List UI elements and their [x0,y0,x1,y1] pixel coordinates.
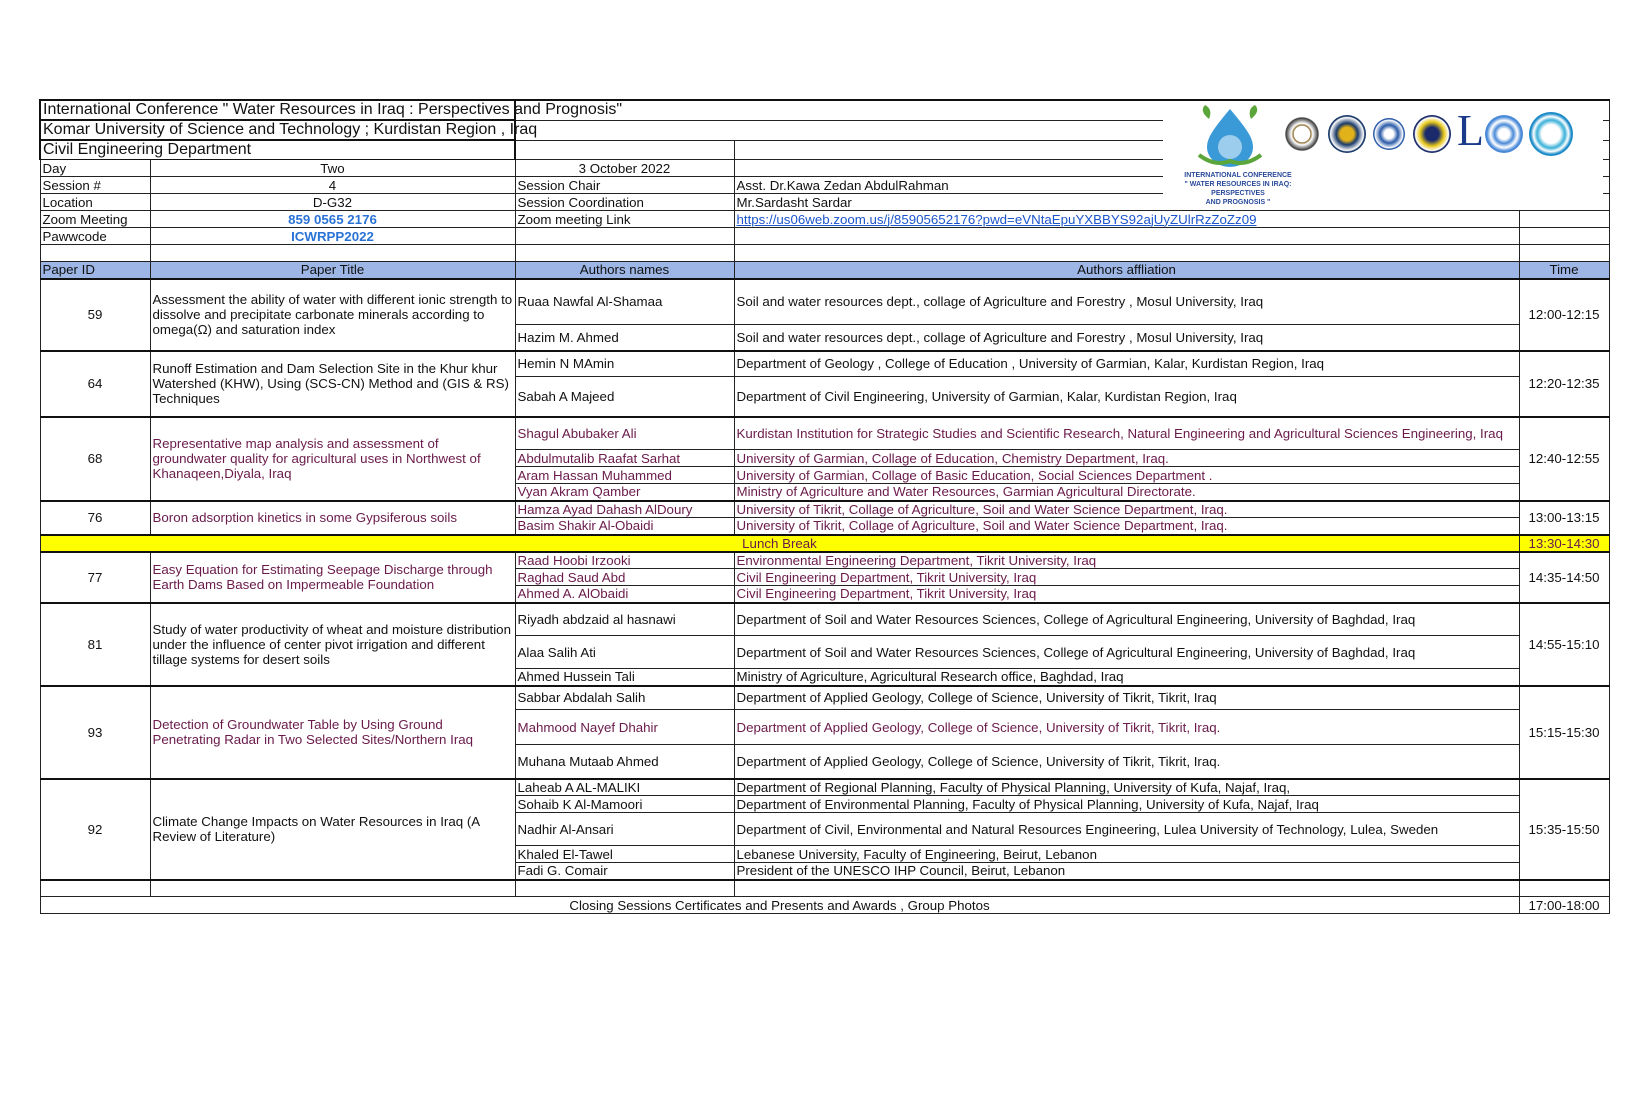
author-affiliation: University of Tikrit, Collage of Agriculture, Soil and Water Science Department, Iraq. [734,518,1519,535]
date-value: 3 October 2022 [515,160,734,177]
conference-logos [1163,101,1603,205]
author-name: Ahmed A. AlObaidi [515,586,734,603]
author-row [40,351,1609,377]
lunch-break-time: 13:30-14:30 [1519,535,1609,552]
author-row [40,779,1609,796]
author-name: Mahmood Nayef Dhahir [515,710,734,745]
day-label: Day [40,160,150,177]
logo-caption-line-3: AND PROGNOSIS " [1205,199,1271,206]
author-affiliation: Department of Civil, Environmental and Natural Resources Engineering, Lulea University of Technology, Lulea, Sweden [734,813,1519,846]
author-affiliation: Department of Applied Geology, College of Science, University of Tikrit, Tikrit, Iraq. [734,710,1519,745]
coordination-value: Mr.Sardasht Sardar [734,194,1609,211]
author-affiliation: Department of Applied Geology, College of Science, University of Tikrit, Tikrit, Iraq. [734,745,1519,779]
paper-time: 15:15-15:30 [1519,686,1609,779]
author-name: Hamza Ayad Dahash AlDoury [515,501,734,518]
author-affiliation: Kurdistan Institution for Strategic Studies and Scientific Research, Natural Engineering and Agricultural Sciences Engineering, Iraq [734,417,1519,450]
conference-title: International Conference " Water Resources in Iraq : Perspectives and Prognosis" [40,100,515,120]
author-affiliation: Department of Geology , College of Education , University of Garmian, Kalar, Kurdistan Region, Iraq [734,351,1519,377]
author-name: Shagul Abubaker Ali [515,417,734,450]
session-value: 4 [150,177,515,194]
paper-title: Assessment the ability of water with different ionic strength to dissolve and precipitate carbonate minerals according to omega(Ω) and saturation index [150,279,515,351]
author-affiliation: Ministry of Agriculture, Agricultural Research office, Baghdad, Iraq [734,669,1519,686]
paper-id: 76 [40,501,150,535]
location-label: Location [40,194,150,211]
author-affiliation: University of Garmian, Collage of Education, Chemistry Department, Iraq. [734,450,1519,467]
author-affiliation: Ministry of Agriculture and Water Resources, Garmian Agricultural Directorate. [734,484,1519,501]
paper-time: 15:35-15:50 [1519,779,1609,880]
author-affiliation: Department of Regional Planning, Faculty of Physical Planning, University of Kufa, Najaf, Iraq, [734,779,1519,796]
author-name: Hemin N MAmin [515,351,734,377]
paper-title: Study of water productivity of wheat and moisture distribution under the influence of center pivot irrigation and different tillage systems for desert soils [150,603,515,686]
author-affiliation: Lebanese University, Faculty of Engineering, Beirut, Lebanon [734,846,1519,863]
zoom-label: Zoom Meeting [40,211,150,228]
university-title: Komar University of Science and Technology ; Kurdistan Region , Iraq [40,120,515,140]
institute-seal-icon [1373,118,1405,150]
paper-time: 12:40-12:55 [1519,417,1609,501]
paper-time: 12:00-12:15 [1519,279,1609,351]
paper-time: 12:20-12:35 [1519,351,1609,417]
coordination-label: Session Coordination [515,194,734,211]
author-name: Raghad Saud Abd [515,569,734,586]
author-name: Alaa Salih Ati [515,636,734,669]
author-affiliation: University of Garmian, Collage of Basic Education, Social Sciences Department . [734,467,1519,484]
passcode-value: ICWRPP2022 [150,228,515,245]
lunch-break-label: Lunch Break [40,535,1519,552]
author-affiliation: Soil and water resources dept., collage of Agriculture and Forestry , Mosul University, Iraq [734,325,1519,351]
location-value: D-G32 [150,194,515,211]
zoom-link[interactable]: https://us06web.zoom.us/j/85905652176?pwd=eVNtaEpuYXBBYS92ajUyZUlrRzZoZz09 [734,211,1519,228]
author-name: Ahmed Hussein Tali [515,669,734,686]
schedule-table [39,99,1610,914]
chair-label: Session Chair [515,177,734,194]
author-name: Basim Shakir Al-Obaidi [515,518,734,535]
col-affiliation: Authors affliation [734,262,1519,279]
paper-title: Runoff Estimation and Dam Selection Site in the Khur khur Watershed (KHW), Using (SCS-CN) Method and (GIS & RS) Techniques [150,351,515,417]
author-affiliation: President of the UNESCO IHP Council, Beirut, Lebanon [734,863,1519,880]
zoom-link-label: Zoom meeting Link [515,211,734,228]
author-name: Nadhir Al-Ansari [515,813,734,846]
university-seal-icon [1283,115,1321,153]
author-name: Sohaib K Al-Mamoori [515,796,734,813]
conference-logo-caption [1163,171,1313,207]
col-paper-id: Paper ID [40,262,150,279]
author-name: Aram Hassan Muhammed [515,467,734,484]
author-row [40,686,1609,710]
paper-time: 13:00-13:15 [1519,501,1609,535]
paper-title: Easy Equation for Estimating Seepage Discharge through Earth Dams Based on Impermeable Foundation [150,552,515,603]
paper-id: 92 [40,779,150,880]
author-name: Riyadh abdzaid al hasnawi [515,603,734,636]
l-logo-icon: L [1457,106,1484,155]
author-affiliation: Department of Soil and Water Resources Sciences, College of Agricultural Engineering, University of Baghdad, Iraq [734,636,1519,669]
passcode-label: Pawwcode [40,228,150,245]
paper-time: 14:55-15:10 [1519,603,1609,686]
author-name: Ruaa Nawfal Al-Shamaa [515,279,734,325]
college-seal-icon [1413,115,1451,153]
author-name: Vyan Akram Qamber [515,484,734,501]
author-affiliation: Soil and water resources dept., collage of Agriculture and Forestry , Mosul University, Iraq [734,279,1519,325]
author-name: Hazim M. Ahmed [515,325,734,351]
author-name: Khaled El-Tawel [515,846,734,863]
author-row [40,603,1609,636]
author-name: Sabbar Abdalah Salih [515,686,734,710]
author-name: Muhana Mutaab Ahmed [515,745,734,779]
paper-title: Climate Change Impacts on Water Resources in Iraq (A Review of Literature) [150,779,515,880]
paper-id: 81 [40,603,150,686]
closing-row [40,897,1609,914]
paper-id: 93 [40,686,150,779]
paper-title: Detection of Groundwater Table by Using Ground Penetrating Radar in Two Selected Sites/Northern Iraq [150,686,515,779]
paper-id: 59 [40,279,150,351]
closing-time: 17:00-18:00 [1519,897,1609,914]
day-value: Two [150,160,515,177]
author-row [40,279,1609,325]
paper-title: Boron adsorption kinetics in some Gypsiferous soils [150,501,515,535]
closing-label: Closing Sessions Certificates and Presents and Awards , Group Photos [40,897,1519,914]
author-name: Sabah A Majeed [515,377,734,417]
author-affiliation: Department of Civil Engineering, University of Garmian, Kalar, Kurdistan Region, Iraq [734,377,1519,417]
author-affiliation: Department of Soil and Water Resources Sciences, College of Agricultural Engineering, University of Baghdad, Iraq [734,603,1519,636]
author-row [40,417,1609,450]
zoom-meeting-id[interactable]: 859 0565 2176 [150,211,515,228]
conference-logo-icon [1185,105,1275,167]
department-title: Civil Engineering Department [40,140,515,160]
col-time: Time [1519,262,1609,279]
author-affiliation: Department of Environmental Planning, Faculty of Physical Planning, University of Kufa, Najaf, Iraq [734,796,1519,813]
session-label: Session # [40,177,150,194]
logo-caption-line-1: INTERNATIONAL CONFERENCE [1184,172,1292,179]
lunch-break-row [40,535,1609,552]
author-affiliation: Department of Applied Geology, College of Science, University of Tikrit, Tikrit, Iraq [734,686,1519,710]
author-row [40,501,1609,518]
paper-time: 14:35-14:50 [1519,552,1609,603]
schedule-sheet [39,99,1608,914]
author-name: Fadi G. Comair [515,863,734,880]
author-name: Raad Hoobi Irzooki [515,552,734,569]
col-paper-title: Paper Title [150,262,515,279]
logo-caption-line-2: " WATER RESOURCES IN IRAQ: PERSPECTIVES [1184,181,1292,197]
paper-id: 64 [40,351,150,417]
author-affiliation: Environmental Engineering Department, Tikrit University, Iraq [734,552,1519,569]
author-name: Abdulmutalib Raafat Sarhat [515,450,734,467]
author-row [40,552,1609,569]
col-authors: Authors names [515,262,734,279]
author-affiliation: University of Tikrit, Collage of Agriculture, Soil and Water Science Department, Iraq. [734,501,1519,518]
paper-id: 77 [40,552,150,603]
author-affiliation: Civil Engineering Department, Tikrit University, Iraq [734,586,1519,603]
chair-value: Asst. Dr.Kawa Zedan AbdulRahman [734,177,1609,194]
water-organization-logo-icon [1529,112,1573,156]
un-emblem-icon [1485,115,1523,153]
paper-title: Representative map analysis and assessment of groundwater quality for agricultural uses in Northwest of Khanaqeen,Diyala, Iraq [150,417,515,501]
author-affiliation: Civil Engineering Department, Tikrit University, Iraq [734,569,1519,586]
author-name: Laheab A AL-MALIKI [515,779,734,796]
paper-id: 68 [40,417,150,501]
ministry-seal-icon [1328,115,1366,153]
